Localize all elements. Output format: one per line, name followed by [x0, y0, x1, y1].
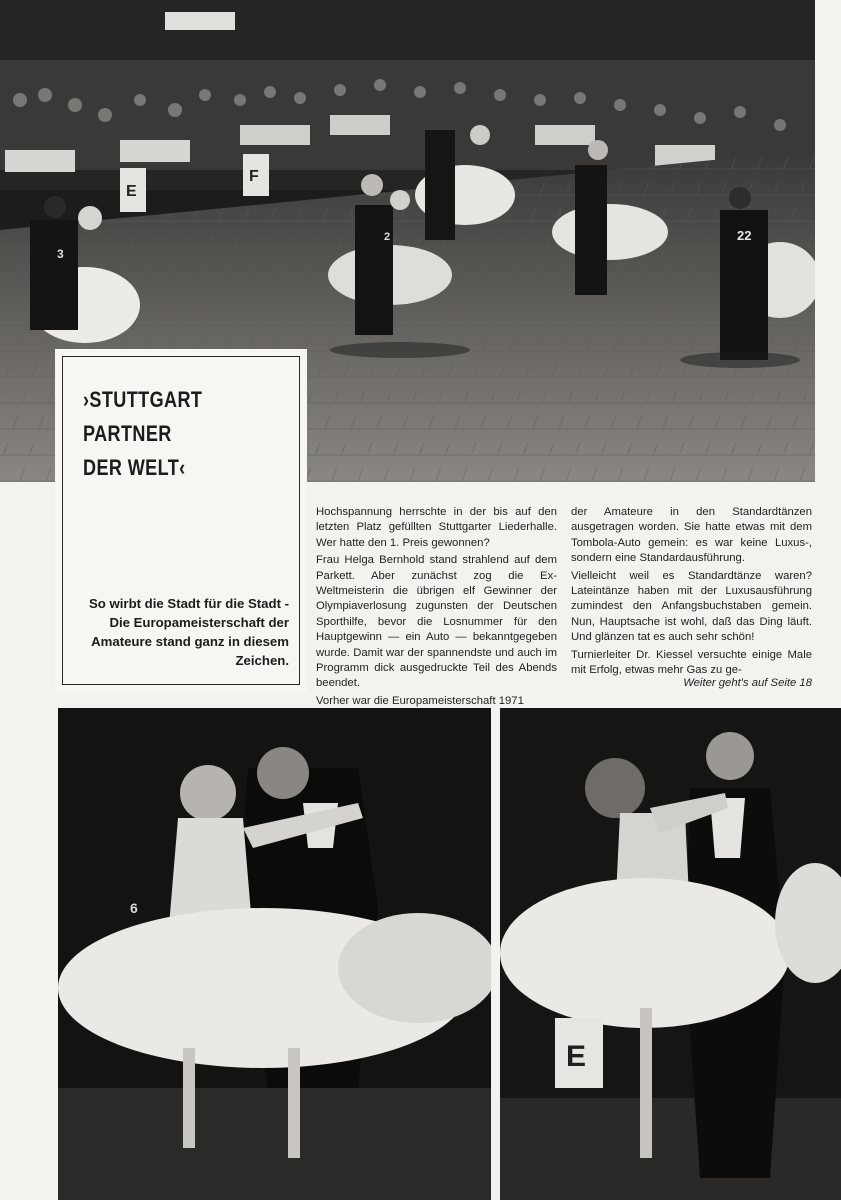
headline [83, 383, 247, 485]
article-paragraph: Frau Helga Bernhold stand strahlend auf dem Parkett. Aber zunächst zog die Ex-Weltmeisterin die übrigen elf Gewinner der Olympiaverlosung zugunsten der Deutschen Sporthilfe, bevor die Losnummer für den Hauptgewinn — ein Auto — bekanntgegeben wurde. Damit war der spannendste und auch im Programm dick ausgedruckte Teil des Abends beendet. [316, 554, 557, 690]
article-paragraph: Turnierleiter Dr. Kiessel versuchte einige Male mit Erfolg, etwas mehr Gas zu ge- [571, 648, 812, 677]
article-column-2 [571, 505, 812, 680]
dancing-couple-photo-right-drawing [500, 708, 841, 1200]
judge-sign-e-label: E [126, 183, 137, 200]
headline-line-1: ›STUTTGART [83, 387, 203, 412]
headline-box-border [62, 356, 300, 685]
article-paragraph: Vorher war die Europameisterschaft 1971 [316, 694, 524, 707]
dancing-couple-photo-left-drawing [58, 708, 491, 1200]
article-column-1 [316, 505, 557, 711]
headline-box [55, 349, 307, 692]
dancing-couple-photo-right [500, 708, 841, 1200]
judge-sign-f-label: F [249, 168, 259, 185]
continued-on-page-note: Weiter geht's auf Seite 18 [683, 677, 812, 689]
headline-line-2: PARTNER [83, 421, 172, 446]
subheadline: So wirbt die Stadt für die Stadt - Die Europameisterschaft der Amateure stand ganz in diesem Zeichen. [89, 596, 290, 668]
article-paragraph: Hochspannung herrschte in der bis auf den letzten Platz gefüllten Stuttgarter Liederhalle. Wer hatte den 1. Preis gewonnen? [316, 506, 557, 549]
competitor-number-6: 6 [130, 900, 138, 916]
headline-line-3: DER WELT‹ [83, 455, 186, 480]
judge-sign-e-right-label: E [566, 1040, 587, 1073]
dancing-couple-photo-left [58, 708, 491, 1200]
competitor-number-3: 3 [57, 247, 64, 261]
competitor-number-22: 22 [737, 228, 752, 243]
article-paragraph: Vielleicht weil es Standardtänze waren? Lateintänze haben mit der Luxusausführung zumindest den Anfangsbuchstaben gemein. Nun, Hauptsache ist wohl, daß das Ding läuft. Und glänzen tat es auch sehr schön! [571, 569, 812, 644]
article-paragraph: der Amateure in den Standardtänzen ausgetragen worden. Sie hatte etwas mit dem Tombola-Auto gemein: es war keine Luxus-, sondern eine Standardausführung. [571, 506, 812, 565]
competitor-number-2: 2 [384, 231, 391, 243]
